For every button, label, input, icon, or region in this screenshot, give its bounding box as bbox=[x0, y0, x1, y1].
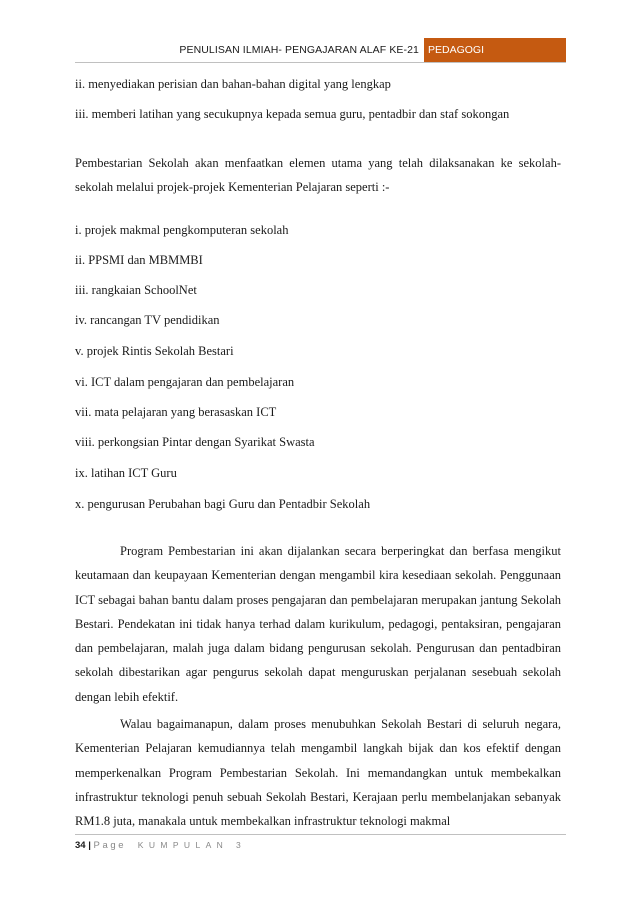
footer-text bbox=[75, 840, 246, 851]
project-item: iii. rangkaian SchoolNet bbox=[75, 283, 197, 297]
header-title: PENULISAN ILMIAH- PENGAJARAN ALAF KE-21 bbox=[179, 44, 419, 56]
project-item: ii. PPSMI dan MBMMBI bbox=[75, 253, 203, 267]
project-item: i. projek makmal pengkomputeran sekolah bbox=[75, 223, 289, 237]
project-item: ix. latihan ICT Guru bbox=[75, 466, 177, 480]
page-number: 34 bbox=[75, 840, 86, 851]
intro-paragraph: Pembestarian Sekolah akan menfaatkan elemen utama yang telah dilaksanakan ke sekolah-sekolah melalui projek-projek Kementerian Pelajaran seperti :- bbox=[75, 156, 561, 195]
list-item: iii. memberi latihan yang secukupnya kepada semua guru, pentadbir dan staf sokongan bbox=[75, 107, 510, 121]
header-tag: PEDAGOGI bbox=[424, 38, 566, 62]
page-label: Page bbox=[93, 840, 127, 851]
project-item: viii. perkongsian Pintar dengan Syarikat Swasta bbox=[75, 435, 315, 449]
paragraph-walau: Walau bagaimanapun, dalam proses menubuhkan Sekolah Bestari di seluruh negara, Kementerian Pelajaran kemudiannya telah mengambil langkah bijak dan kos efektif dengan memperkenalkan Program Pembestarian Sekolah. Ini memandangkan untuk membekalkan infrastruktur teknologi penuh sebuah Sekolah Bestari, Kerajaan perlu membelanjakan sebanyak RM1.8 juta, manakala untuk membekalkan infrastruktur teknologi makmal bbox=[75, 717, 561, 829]
project-item: vi. ICT dalam pengajaran dan pembelajaran bbox=[75, 375, 295, 389]
list-item: ii. menyediakan perisian dan bahan-bahan digital yang lengkap bbox=[75, 77, 391, 91]
project-item: x. pengurusan Perubahan bagi Guru dan Pentadbir Sekolah bbox=[75, 497, 371, 511]
project-item: v. projek Rintis Sekolah Bestari bbox=[75, 344, 234, 358]
paragraph-program: Program Pembestarian ini akan dijalankan secara berperingkat dan berfasa mengikut keutamaan dan keupayaan Kementerian dengan mengambil kira kesediaan sekolah. Penggunaan ICT sebagai bahan bantu dalam proses pengajaran dan pembelajaran merupakan jantung Sekolah Bestari. Pendekatan ini tidak hanya terhad dalam kurikulum, pedagogi, pentaksiran, pengajaran dan pembelajaran, malah juga dalam bidang pengurusan sekolah. Pengurusan dan pentadbiran sekolah dibestarikan agar pengurus sekolah dapat menguruskan perjalanan sesebuah sekolah dengan lebih efektif. bbox=[75, 544, 561, 704]
group-label: KUMPULAN 3 bbox=[137, 840, 247, 850]
page-header bbox=[75, 38, 566, 62]
footer-divider bbox=[75, 834, 566, 835]
footer-separator: | bbox=[88, 840, 91, 851]
header-divider bbox=[75, 62, 566, 63]
project-item: iv. rancangan TV pendidikan bbox=[75, 313, 220, 327]
project-item: vii. mata pelajaran yang berasaskan ICT bbox=[75, 405, 277, 419]
